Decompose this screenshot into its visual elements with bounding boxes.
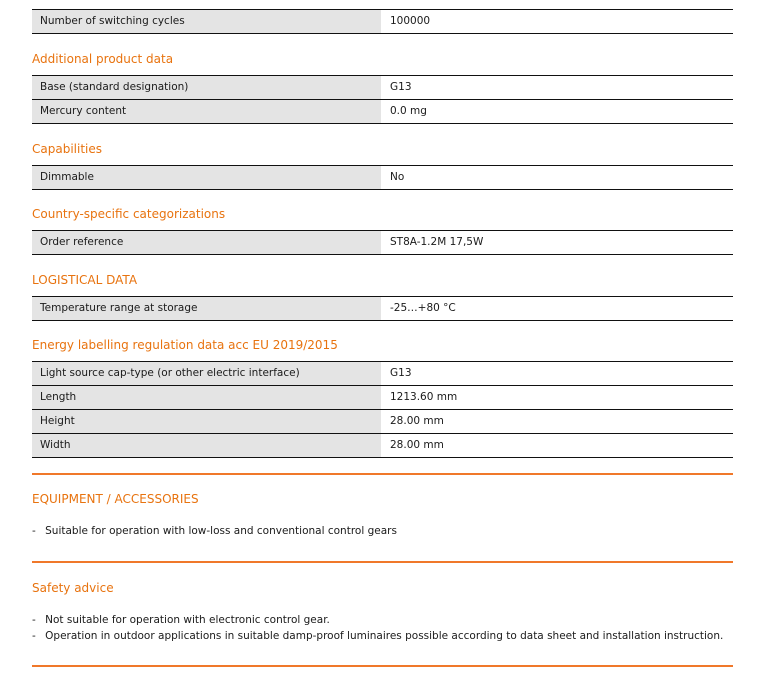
switching-cycles-table [32, 9, 733, 34]
section-divider [32, 473, 733, 475]
list-item-text: Suitable for operation with low-loss and conventional control gears [45, 525, 397, 537]
section-title-logistical: LOGISTICAL DATA [32, 273, 138, 287]
table-row [32, 166, 733, 190]
additional-table [32, 75, 733, 124]
row-label: Height [32, 410, 381, 433]
row-value: 28.00 mm [382, 410, 733, 433]
list-item-text: Operation in outdoor applications in suitable damp-proof luminaires possible according to data sheet and installation instruction. [45, 630, 724, 642]
row-label: Dimmable [32, 166, 381, 189]
row-value: G13 [382, 362, 733, 385]
table-row [32, 10, 733, 34]
row-value: ST8A-1.2M 17,5W [382, 231, 733, 254]
row-label: Order reference [32, 231, 381, 254]
section-title-capabilities: Capabilities [32, 142, 102, 156]
list-item [32, 523, 397, 539]
capabilities-table [32, 165, 733, 190]
logistical-table [32, 296, 733, 321]
bullet-marker: - [32, 630, 36, 642]
list-item [32, 628, 723, 644]
section-title-country: Country-specific categorizations [32, 207, 226, 221]
table-row [32, 231, 733, 255]
section-title-safety: Safety advice [32, 581, 114, 595]
bullet-marker: - [32, 614, 36, 626]
section-divider [32, 665, 733, 667]
row-value: 28.00 mm [382, 434, 733, 457]
row-value: 100000 [382, 10, 733, 33]
table-row [32, 434, 733, 458]
table-row [32, 100, 733, 124]
table-row [32, 410, 733, 434]
section-title-additional: Additional product data [32, 52, 174, 66]
country-table [32, 230, 733, 255]
bullet-marker: - [32, 525, 36, 537]
row-label: Number of switching cycles [32, 10, 381, 33]
row-label: Base (standard designation) [32, 76, 381, 99]
list-item-text: Not suitable for operation with electronic control gear. [45, 614, 330, 626]
row-label: Mercury content [32, 100, 381, 123]
section-title-energy: Energy labelling regulation data acc EU 2019/2015 [32, 338, 338, 352]
table-row [32, 386, 733, 410]
row-value: G13 [382, 76, 733, 99]
energy-table [32, 361, 733, 458]
table-row [32, 362, 733, 386]
section-title-equipment: EQUIPMENT / ACCESSORIES [32, 492, 199, 506]
row-value: -25…+80 °C [382, 297, 733, 320]
row-label: Width [32, 434, 381, 457]
row-value: 0.0 mg [382, 100, 733, 123]
row-label: Temperature range at storage [32, 297, 381, 320]
list-item [32, 612, 330, 628]
table-row [32, 297, 733, 321]
row-label: Light source cap-type (or other electric interface) [32, 362, 381, 385]
row-value: 1213.60 mm [382, 386, 733, 409]
row-value: No [382, 166, 733, 189]
row-label: Length [32, 386, 381, 409]
section-divider [32, 561, 733, 563]
table-row [32, 76, 733, 100]
